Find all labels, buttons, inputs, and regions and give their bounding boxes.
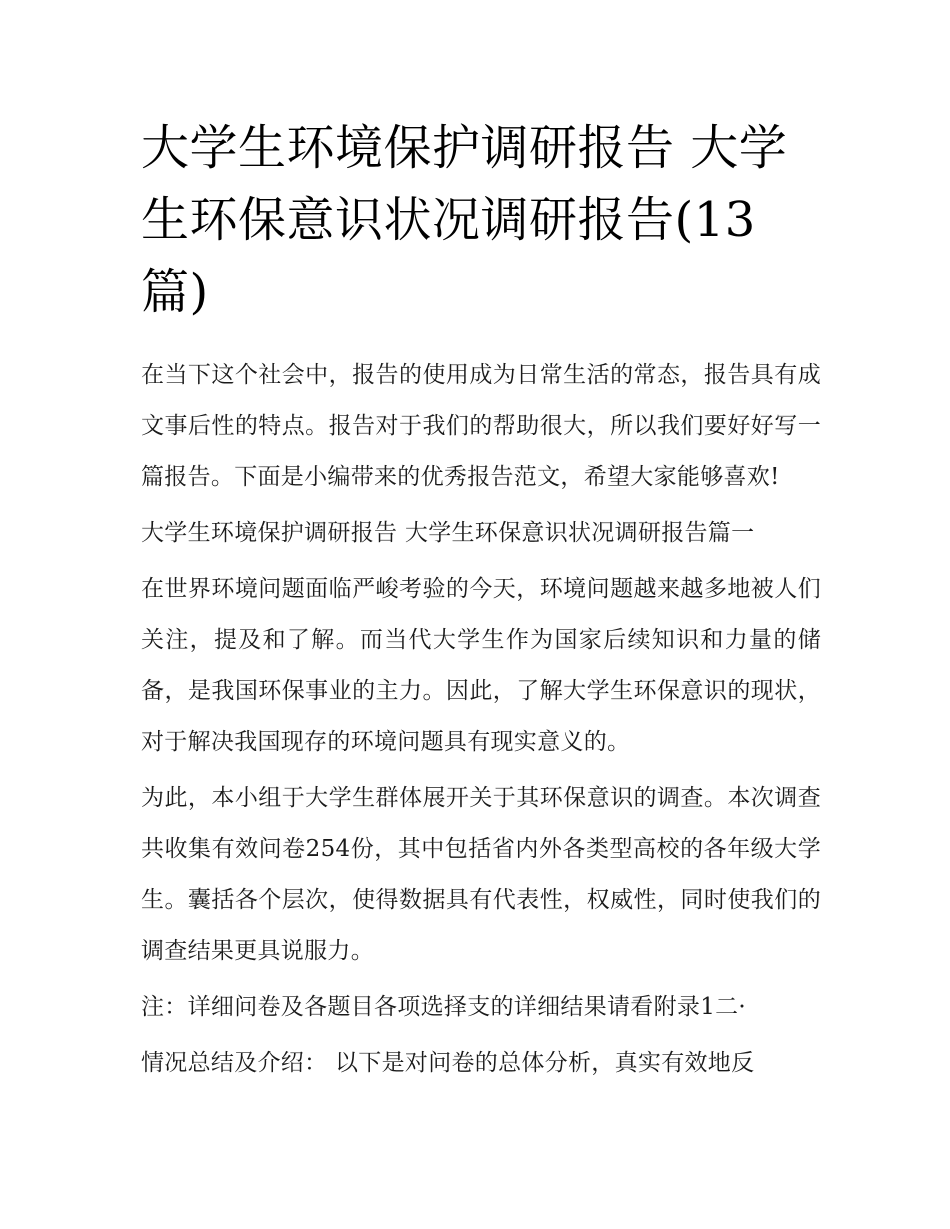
body-paragraph: 在世界环境问题面临严峻考验的今天，环境问题越来越多地被人们关注，提及和了解。而当代大学生作为国家后续知识和力量的储备，是我国环保事业的主力。因此，了解大学生环保意识的现状，对于解决我国现存的环境问题具有现实意义的。	[141, 576, 821, 755]
body-paragraph: 为此，本小组于大学生群体展开关于其环保意识的调查。本次调查共收集有效问卷254份，其中包括省内外各类型高校的各年级大学生。囊括各个层次，使得数据具有代表性，权威性，同时使我们的调查结果更具说服力。	[141, 785, 821, 964]
body-paragraph: 情况总结及介绍： 以下是对问卷的总体分析，真实有效地反	[141, 1050, 755, 1076]
document-title: 大学生环境保护调研报告 大学生环保意识状况调研报告(13篇)	[141, 120, 788, 320]
note-paragraph: 注：详细问卷及各题目各项选择支的详细结果请看附录1二·	[141, 994, 747, 1020]
section-heading: 大学生环境保护调研报告 大学生环保意识状况调研报告篇一	[141, 520, 755, 546]
document-page	[141, 112, 821, 1094]
document-body	[141, 350, 821, 1089]
intro-paragraph: 在当下这个社会中，报告的使用成为日常生活的常态，报告具有成文事后性的特点。报告对于我们的帮助很大，所以我们要好好写一篇报告。下面是小编带来的优秀报告范文，希望大家能够喜欢!	[141, 362, 821, 490]
